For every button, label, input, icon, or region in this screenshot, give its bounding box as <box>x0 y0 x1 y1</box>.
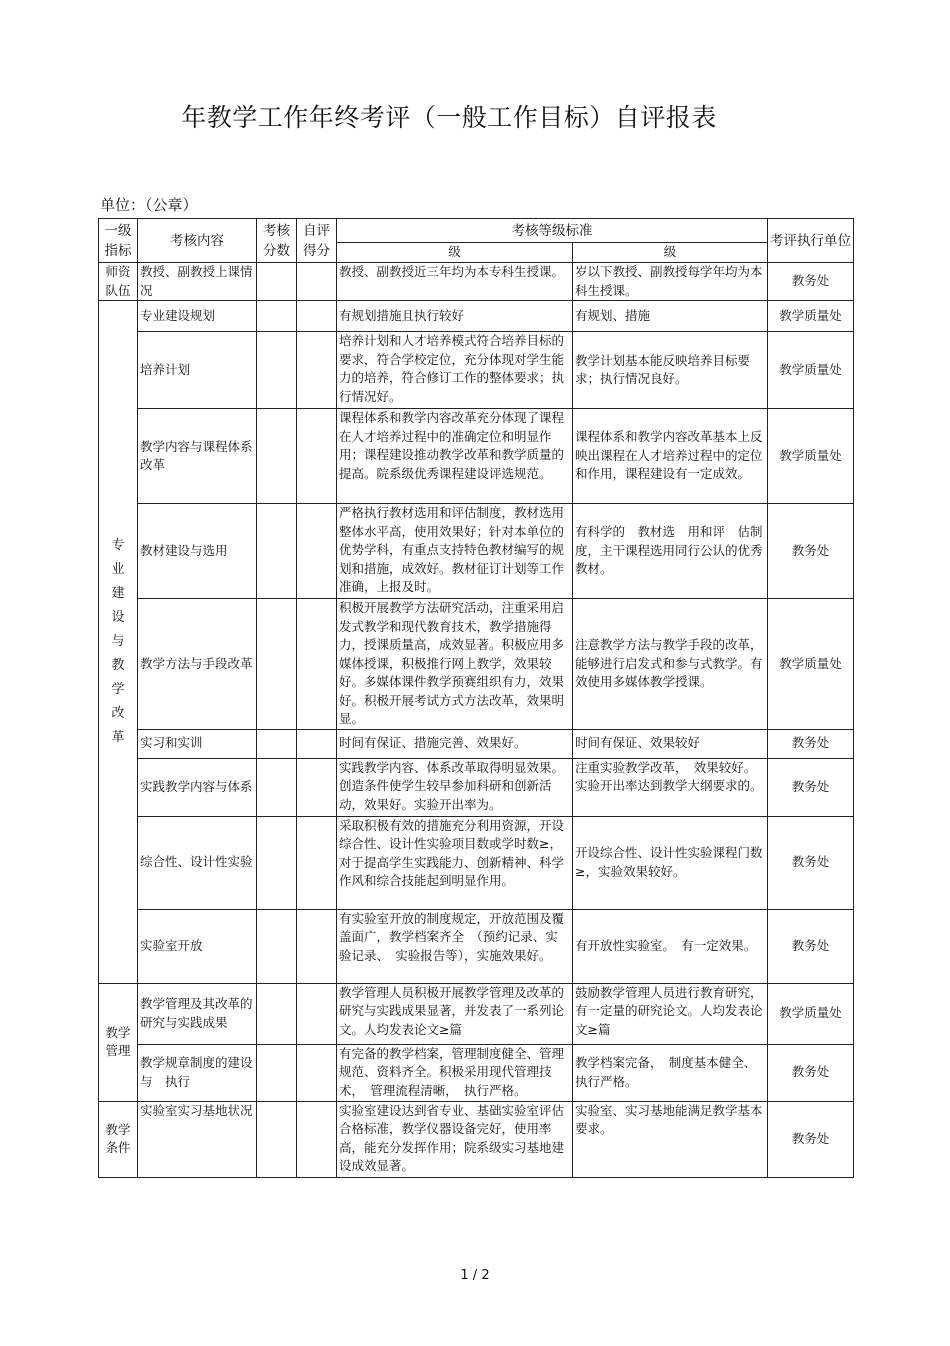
score-cell <box>257 1044 297 1101</box>
header-grade-a: 级 <box>337 243 573 263</box>
row-grade-a: 时间有保证、措施完善、效果好。 <box>337 729 573 758</box>
row-exec: 教务处 <box>768 816 854 909</box>
row-content: 培养计划 <box>138 332 257 409</box>
group-management: 教学管理 <box>99 983 138 1101</box>
row-exec: 教学质量处 <box>768 332 854 409</box>
header-content: 考核内容 <box>138 219 257 263</box>
row-exec: 教务处 <box>768 758 854 816</box>
row-grade-b: 课程体系和教学内容改革基本上反映出课程在人才培养过程中的定位和作用，课程建设有一定成效。 <box>573 409 768 504</box>
self-score-cell <box>297 909 337 983</box>
self-score-cell <box>297 504 337 599</box>
row-exec: 教学质量处 <box>768 983 854 1044</box>
row-exec: 教务处 <box>768 1044 854 1101</box>
row-content: 实验室开放 <box>138 909 257 983</box>
table-row <box>99 301 854 332</box>
row-content: 实践教学内容与体系 <box>138 758 257 816</box>
self-score-cell <box>297 729 337 758</box>
row-exec: 教务处 <box>768 504 854 599</box>
row-grade-a: 教授、副教授近三年均为本专科生授课。 <box>337 263 573 301</box>
row-content: 教学规章制度的建设与 执行 <box>138 1044 257 1101</box>
unit-label: 单位：（公章） <box>100 196 198 214</box>
row-grade-b: 岁以下教授、副教授每学年均为本科生授课。 <box>573 263 768 301</box>
score-cell <box>257 332 297 409</box>
score-cell <box>257 599 297 730</box>
row-content: 教学方法与手段改革 <box>138 599 257 730</box>
score-cell <box>257 504 297 599</box>
row-grade-a: 课程体系和教学内容改革充分体现了课程在人才培养过程中的准确定位和明显作用；课程建设推动教学改革和教学质量的提高。院系级优秀课程建设评选规范。 <box>337 409 573 504</box>
table-row <box>99 729 854 758</box>
score-cell <box>257 263 297 301</box>
header-grade-b: 级 <box>573 243 768 263</box>
header-score: 考核分数 <box>257 219 297 263</box>
row-grade-a: 教学管理人员积极开展教学管理及改革的研究与实践成果显著，并发表了一系列论文。人均发表论文≥篇 <box>337 983 573 1044</box>
row-grade-b: 教学档案完备， 制度基本健全、执行严格。 <box>573 1044 768 1101</box>
row-grade-b: 实验室、实习基地能满足教学基本要求。 <box>573 1101 768 1177</box>
row-content: 实习和实训 <box>138 729 257 758</box>
self-score-cell <box>297 332 337 409</box>
row-grade-a: 实践教学内容、体系改革取得明显效果。创造条件使学生较早参加科研和创新活动，效果好。实验开出率为。 <box>337 758 573 816</box>
row-grade-a: 采取积极有效的措施充分利用资源，开设综合性、设计性实验项目数或学时数≥，对于提高学生实践能力、创新精神、科学作风和综合技能起到明显作用。 <box>337 816 573 909</box>
row-grade-b: 教学计划基本能反映培养目标要求；执行情况良好。 <box>573 332 768 409</box>
table-row <box>99 263 854 301</box>
self-score-cell <box>297 409 337 504</box>
row-exec: 教学质量处 <box>768 301 854 332</box>
row-exec: 教学质量处 <box>768 409 854 504</box>
page-number: 1 / 2 <box>460 1268 490 1283</box>
row-grade-a: 实验室建设达到省专业、基础实验室评估合格标准，教学仪器设备完好，使用率高，能充分发挥作用；院系级实习基地建设成效显著。 <box>337 1101 573 1177</box>
self-score-cell <box>297 599 337 730</box>
row-grade-b: 有科学的 教材选 用和评 估制度，主干课程选用同行公认的优秀教材。 <box>573 504 768 599</box>
self-score-cell <box>297 263 337 301</box>
table-row <box>99 599 854 730</box>
header-level1: 一级指标 <box>99 219 138 263</box>
row-grade-a: 培养计划和人才培养模式符合培养目标的要求，符合学校定位，充分体现对学生能力的培养，符合修订工作的整体要求；执行情况好。 <box>337 332 573 409</box>
table-row <box>99 816 854 909</box>
row-content: 教材建设与选用 <box>138 504 257 599</box>
self-score-cell <box>297 983 337 1044</box>
row-exec: 教务处 <box>768 263 854 301</box>
group-major: 专 业 建 设 与 教 学 改 革 <box>99 301 138 984</box>
self-score-cell <box>297 1044 337 1101</box>
score-cell <box>257 983 297 1044</box>
group-teachers: 师资队伍 <box>99 263 138 301</box>
self-score-cell <box>297 758 337 816</box>
row-content: 教学管理及其改革的研究与实践成果 <box>138 983 257 1044</box>
row-grade-b: 有开放性实验室。 有一定效果。 <box>573 909 768 983</box>
row-content: 实验室实习基地状况 <box>138 1101 257 1177</box>
row-grade-b: 有规划、措施 <box>573 301 768 332</box>
table-row <box>99 909 854 983</box>
table-row <box>99 1044 854 1101</box>
header-standard: 考核等级标准 <box>337 219 768 243</box>
score-cell <box>257 409 297 504</box>
row-grade-a: 严格执行教材选用和评估制度，教材选用整体水平高，使用效果好；针对本单位的优势学科，有重点支持特色教材编写的规划和措施，成效好。教材征订计划等工作准确，上报及时。 <box>337 504 573 599</box>
table-row <box>99 983 854 1044</box>
self-score-cell <box>297 301 337 332</box>
score-cell <box>257 729 297 758</box>
table-row <box>99 332 854 409</box>
row-exec: 教学质量处 <box>768 599 854 730</box>
row-grade-b: 注重实验教学改革， 效果较好。实验开出率达到教学大纲要求的。 <box>573 758 768 816</box>
score-cell <box>257 1101 297 1177</box>
row-grade-a: 有完备的教学档案，管理制度健全、管理规范、资料齐全。积极采用现代管理技术， 管理流程清晰， 执行严格。 <box>337 1044 573 1101</box>
evaluation-table <box>98 218 854 1178</box>
row-content: 综合性、设计性实验 <box>138 816 257 909</box>
self-score-cell <box>297 1101 337 1177</box>
table-row <box>99 1101 854 1177</box>
row-content: 教学内容与课程体系改革 <box>138 409 257 504</box>
score-cell <box>257 758 297 816</box>
header-exec-unit: 考评执行单位 <box>768 219 854 263</box>
score-cell <box>257 816 297 909</box>
row-grade-b: 注意教学方法与教学手段的改革，能够进行启发式和参与式教学。有效使用多媒体教学授课。 <box>573 599 768 730</box>
header-self-score: 自评得分 <box>297 219 337 263</box>
group-conditions: 教学条件 <box>99 1101 138 1177</box>
table-row <box>99 758 854 816</box>
row-grade-b: 开设综合性、设计性实验课程门数≥，实验效果较好。 <box>573 816 768 909</box>
table-row <box>99 504 854 599</box>
row-grade-a: 有规划措施且执行较好 <box>337 301 573 332</box>
page-title: 年教学工作年终考评（一般工作目标）自评报表 <box>181 103 717 132</box>
row-exec: 教务处 <box>768 729 854 758</box>
row-grade-b: 鼓励教学管理人员进行教育研究，有一定量的研究论文。人均发表论文≥篇 <box>573 983 768 1044</box>
table-row <box>99 409 854 504</box>
row-exec: 教务处 <box>768 1101 854 1177</box>
row-grade-b: 时间有保证、效果较好 <box>573 729 768 758</box>
row-grade-a: 有实验室开放的制度规定，开放范围及覆盖面广，教学档案齐全 （预约记录、实验记录、 实验报告等），实施效果好。 <box>337 909 573 983</box>
row-content: 专业建设规划 <box>138 301 257 332</box>
row-exec: 教务处 <box>768 909 854 983</box>
self-score-cell <box>297 816 337 909</box>
row-content: 教授、副教授上课情况 <box>138 263 257 301</box>
score-cell <box>257 301 297 332</box>
score-cell <box>257 909 297 983</box>
row-grade-a: 积极开展教学方法研究活动，注重采用启发式教学和现代教育技术，教学措施得力，授课质量高，成效显著。积极应用多媒体授课，积极推行网上教学，效果较好。多媒体课件教学预赛组织有力，效果好。积极开展考试方式方法改革，效果明显。 <box>337 599 573 730</box>
